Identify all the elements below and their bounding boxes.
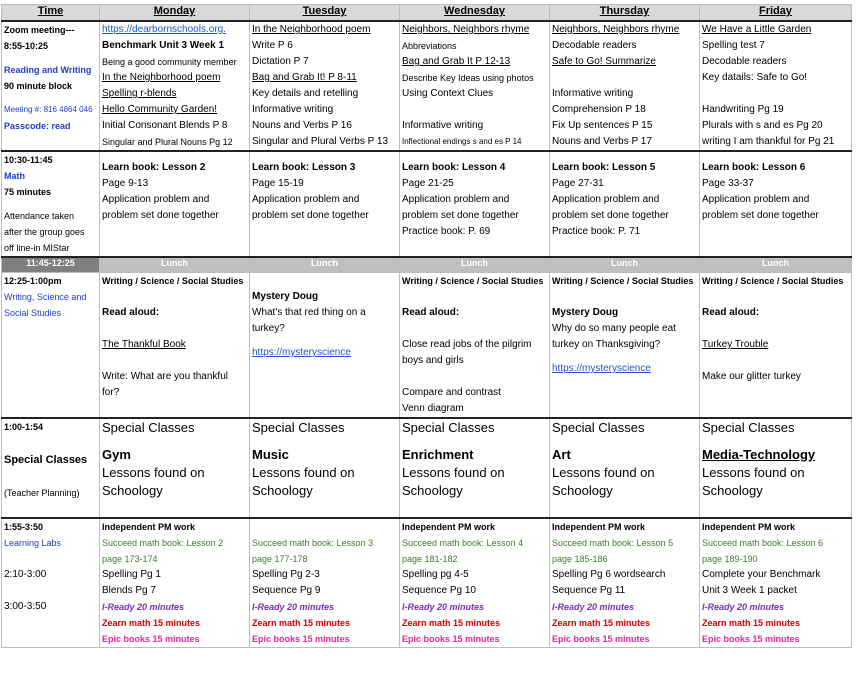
cell-text: Special Classes [102, 420, 195, 435]
cell-text: Page 15-19 [252, 178, 304, 189]
tuesday-reading-cell [250, 21, 400, 151]
cell-text: Independent PM work [552, 522, 646, 532]
cell-text: Make our glitter turkey [702, 371, 801, 382]
friday-writing-cell [700, 273, 852, 419]
cell-text: Handwriting Pg 19 [702, 104, 784, 115]
cell-text: Informative writing [402, 120, 484, 131]
cell-text: Mystery Doug [252, 291, 319, 302]
cell-text: Neighbors, Neighbors rhyme [402, 24, 530, 35]
time-cell-pm [2, 518, 100, 648]
cell-text: Complete your Benchmark [702, 569, 821, 580]
wednesday-writing-cell [400, 273, 550, 419]
cell-text: turkey on Thanksgiving? [552, 339, 661, 350]
time-text: 2:10-3:00 [4, 569, 47, 580]
cell-text: I-Ready 20 minutes [402, 602, 485, 612]
cell-text: Nouns and Verbs P 16 [252, 120, 352, 131]
cell-text: Spelling Pg 2-3 [252, 569, 320, 580]
friday-math-cell [700, 151, 852, 257]
cell-text: turkey? [252, 323, 285, 334]
cell-text: Initial Consonant Blends P 8 [102, 120, 228, 131]
cell-text: Neighbors, Neighbors rhyme [552, 24, 680, 35]
cell-text: Spelling pg 4-5 [402, 569, 469, 580]
tuesday-writing-cell [250, 273, 400, 419]
cell-text: Zearn math 15 minutes [102, 618, 201, 628]
tuesday-math-cell [250, 151, 400, 257]
cell-text: Page 27-31 [552, 178, 604, 189]
lunch-row [2, 257, 852, 273]
cell-text: Key details and retelling [252, 88, 359, 99]
cell-text: Succeed math book: Lesson 4 [402, 538, 524, 548]
time-cell-reading [2, 21, 100, 151]
cell-text: Application problem and [252, 194, 360, 205]
cell-text: Informative writing [552, 88, 634, 99]
time-text: 3:00-3:50 [4, 601, 47, 612]
cell-text: Write: What are you thankful [102, 371, 228, 382]
header-monday: Monday [100, 5, 250, 22]
header-thursday: Thursday [550, 5, 700, 22]
cell-text: I-Ready 20 minutes [702, 602, 785, 612]
cell-text: Schoology [102, 483, 163, 498]
thursday-writing-cell [550, 273, 700, 419]
cell-text: Lessons found on [552, 465, 655, 480]
cell-text: Practice book: P. 69 [402, 226, 491, 237]
cell-text: Zearn math 15 minutes [252, 618, 351, 628]
cell-text: Turkey Trouble [702, 339, 769, 350]
monday-special-cell [100, 418, 250, 518]
cell-text: Application problem and [402, 194, 510, 205]
cell-text: Dictation P 7 [252, 56, 309, 67]
cell-text: page 173-174 [102, 554, 158, 564]
cell-text: Informative writing [252, 104, 334, 115]
time-text: Reading and Writing [4, 65, 92, 75]
cell-text: What's that red thing on a [252, 307, 366, 318]
cell-text: Learn book: Lesson 4 [402, 162, 506, 173]
friday-special-cell [700, 418, 852, 518]
special-subject: Media-Technology [702, 447, 816, 462]
wednesday-math-cell [400, 151, 550, 257]
cell-text: Writing / Science / Social Studies [402, 276, 544, 286]
header-time: Time [2, 5, 100, 22]
time-text: Writing, Science and [4, 292, 87, 302]
cell-text: Writing / Science / Social Studies [552, 276, 694, 286]
mysteryscience-link[interactable]: https://mysteryscience [252, 347, 351, 358]
math-row [2, 151, 852, 257]
time-text: 90 minute block [4, 81, 73, 91]
cell-text: Zearn math 15 minutes [402, 618, 501, 628]
cell-text: Special Classes [402, 420, 495, 435]
cell-text: Why do so many people eat [552, 323, 676, 334]
cell-text: I-Ready 20 minutes [102, 602, 185, 612]
cell-text: Spelling test 7 [702, 40, 765, 51]
cell-text: Epic books 15 minutes [552, 634, 650, 644]
tuesday-pm-cell [250, 518, 400, 648]
cell-text: problem set done together [702, 210, 819, 221]
time-text: Math [4, 171, 25, 181]
cell-text: Unit 3 Week 1 packet [702, 585, 797, 596]
lunch-label: Lunch [250, 257, 400, 273]
cell-text: Special Classes [552, 420, 645, 435]
tuesday-special-cell [250, 418, 400, 518]
cell-text: problem set done together [102, 210, 219, 221]
time-text: 1:55-3:50 [4, 522, 44, 532]
cell-text: Mystery Doug [552, 307, 619, 318]
header-friday: Friday [700, 5, 852, 22]
cell-text: Succeed math book: Lesson 2 [102, 538, 224, 548]
cell-text: Learn book: Lesson 6 [702, 162, 806, 173]
thursday-pm-cell [550, 518, 700, 648]
time-text: 10:30-11:45 [4, 155, 53, 165]
time-text: 75 minutes [4, 187, 52, 197]
cell-text: Venn diagram [402, 403, 464, 414]
time-text: Social Studies [4, 308, 62, 318]
cell-text: Schoology [252, 483, 313, 498]
cell-text: Application problem and [102, 194, 210, 205]
cell-text: Using Context Clues [402, 88, 494, 99]
cell-text: Lessons found on [252, 465, 355, 480]
time-text: Learning Labs [4, 538, 62, 548]
cell-text: Key datails: Safe to Go! [702, 72, 808, 83]
time-cell-special [2, 418, 100, 518]
cell-text: Sequence Pg 9 [252, 585, 321, 596]
independent-work-row [2, 518, 852, 648]
cell-text: Plurals with s and es Pg 20 [702, 120, 823, 131]
time-text: 8:55-10:25 [4, 41, 49, 51]
special-subject: Art [552, 447, 571, 462]
schedule-table [1, 4, 852, 648]
cell-text: problem set done together [252, 210, 369, 221]
special-subject: Enrichment [402, 447, 474, 462]
cell-text: Decodable readers [702, 56, 787, 67]
time-text: Special Classes [4, 454, 88, 466]
cell-text: Learn book: Lesson 5 [552, 162, 656, 173]
cell-text: Writing / Science / Social Studies [102, 276, 244, 286]
cell-text: Comprehension P 18 [552, 104, 646, 115]
cell-text: Spelling Pg 1 [102, 569, 161, 580]
cell-text: Read aloud: [102, 307, 160, 318]
cell-text: Bag and Grab It P 12-13 [402, 56, 511, 67]
header-tuesday: Tuesday [250, 5, 400, 22]
time-text: Passcode: read [4, 121, 71, 131]
wednesday-reading-cell [400, 21, 550, 151]
cell-text: Safe to Go! Summarize [552, 56, 656, 67]
cell-text: Special Classes [252, 420, 345, 435]
monday-writing-cell [100, 273, 250, 419]
time-cell-writing [2, 273, 100, 419]
cell-text: Independent PM work [702, 522, 796, 532]
cell-text: Learn book: Lesson 2 [102, 162, 206, 173]
time-text: Attendance taken [4, 211, 75, 221]
cell-text: Zearn math 15 minutes [552, 618, 651, 628]
cell-text: Read aloud: [402, 307, 460, 318]
lunch-label: Lunch [550, 257, 700, 273]
cell-text: Compare and contrast [402, 387, 501, 398]
header-wednesday: Wednesday [400, 5, 550, 22]
cell-text: writing I am thankful for Pg 21 [702, 136, 835, 147]
cell-text: Decodable readers [552, 40, 637, 51]
cell-text: problem set done together [402, 210, 519, 221]
time-text: 12:25-1:00pm [4, 276, 62, 286]
cell-text: I-Ready 20 minutes [252, 602, 335, 612]
lunch-label: Lunch [100, 257, 250, 273]
cell-text: Independent PM work [102, 522, 196, 532]
cell-text: Benchmark Unit 3 Week 1 [102, 40, 225, 51]
time-text: off line-in MIStar [4, 243, 70, 253]
special-subject: Gym [102, 447, 131, 462]
cell-text: Special Classes [702, 420, 795, 435]
cell-text: Epic books 15 minutes [702, 634, 800, 644]
time-text: 1:00-1:54 [4, 422, 44, 432]
cell-text: Nouns and Verbs P 17 [552, 136, 652, 147]
cell-text: I-Ready 20 minutes [552, 602, 635, 612]
cell-text: Singular and Plural Nouns Pg 12 [102, 137, 233, 147]
cell-text: Inflectional endings s and es P 14 [402, 137, 522, 146]
cell-text: Singular and Plural Verbs P 13 [252, 136, 389, 147]
thursday-math-cell [550, 151, 700, 257]
time-text: Zoom meeting--- [4, 25, 75, 35]
cell-text: Succeed math book: Lesson 6 [702, 538, 824, 548]
cell-text: Abbreviations [402, 41, 457, 51]
special-subject: Music [252, 447, 289, 462]
cell-text: Blends Pg 7 [102, 585, 156, 596]
cell-text: Write P 6 [252, 40, 293, 51]
cell-text: Read aloud: [702, 307, 760, 318]
writing-science-row [2, 273, 852, 419]
monday-math-cell [100, 151, 250, 257]
thursday-reading-cell [550, 21, 700, 151]
cell-text: Bag and Grab It! P 8-11 [252, 72, 357, 83]
cell-text: Learn book: Lesson 3 [252, 162, 356, 173]
cell-text: Page 9-13 [102, 178, 149, 189]
cell-text: page 189-190 [702, 554, 758, 564]
cell-text: Succeed math book: Lesson 5 [552, 538, 674, 548]
cell-text: page 181-182 [402, 554, 458, 564]
cell-text: Describe Key Ideas using photos [402, 73, 534, 83]
cell-text: Page 33-37 [702, 178, 754, 189]
cell-text: Spelling Pg 6 wordsearch [552, 569, 666, 580]
friday-reading-cell [700, 21, 852, 151]
dearborn-link[interactable]: https://dearbornschools.org. [102, 24, 226, 35]
cell-text: We Have a Little Garden [702, 24, 812, 35]
cell-text: Lessons found on [102, 465, 205, 480]
cell-text: Close read jobs of the pilgrim [402, 339, 532, 350]
monday-pm-cell [100, 518, 250, 648]
header-row [2, 5, 852, 22]
cell-text: Zearn math 15 minutes [702, 618, 801, 628]
cell-text: Epic books 15 minutes [252, 634, 350, 644]
lunch-label: Lunch [700, 257, 852, 273]
cell-text: Practice book: P. 71 [552, 226, 641, 237]
cell-text: Schoology [702, 483, 763, 498]
cell-text: for? [102, 387, 120, 398]
cell-text: Independent PM work [402, 522, 496, 532]
cell-text: Epic books 15 minutes [402, 634, 500, 644]
cell-text: Application problem and [702, 194, 810, 205]
cell-text: Succeed math book: Lesson 3 [252, 538, 374, 548]
time-text: Meeting #: 816 4864 046 [4, 105, 93, 114]
cell-text: Spelling r-blends [102, 88, 177, 99]
cell-text: Page 21-25 [402, 178, 454, 189]
cell-text: problem set done together [552, 210, 669, 221]
cell-text: Lessons found on [702, 465, 805, 480]
cell-text: The Thankful Book [102, 339, 186, 350]
cell-text: Sequence Pg 11 [552, 585, 626, 596]
cell-text: Schoology [402, 483, 463, 498]
cell-text: page 177-178 [252, 554, 308, 564]
thursday-special-cell [550, 418, 700, 518]
cell-text: Schoology [552, 483, 613, 498]
mysteryscience-link[interactable]: https://mysteryscience [552, 363, 651, 374]
cell-text: boys and girls [402, 355, 464, 366]
time-cell-math [2, 151, 100, 257]
special-classes-row [2, 418, 852, 518]
cell-text: Application problem and [552, 194, 660, 205]
cell-text: Sequence Pg 10 [402, 585, 476, 596]
cell-text: Writing / Science / Social Studies [702, 276, 844, 286]
cell-text: Hello Community Garden! [102, 104, 218, 115]
lunch-time: 11:45-12:25 [2, 257, 100, 273]
cell-text: Lessons found on [402, 465, 505, 480]
lunch-label: Lunch [400, 257, 550, 273]
cell-text: Fix Up sentences P 15 [552, 120, 653, 131]
cell-text: In the Neighborhood poem [102, 72, 221, 83]
wednesday-pm-cell [400, 518, 550, 648]
monday-reading-cell [100, 21, 250, 151]
time-text: after the group goes [4, 227, 85, 237]
cell-text: In the Neighborhood poem [252, 24, 371, 35]
reading-writing-row [2, 21, 852, 151]
cell-text: Being a good community member [102, 57, 237, 67]
time-text: (Teacher Planning) [4, 488, 80, 498]
friday-pm-cell [700, 518, 852, 648]
cell-text: page 185-186 [552, 554, 608, 564]
wednesday-special-cell [400, 418, 550, 518]
cell-text: Epic books 15 minutes [102, 634, 200, 644]
